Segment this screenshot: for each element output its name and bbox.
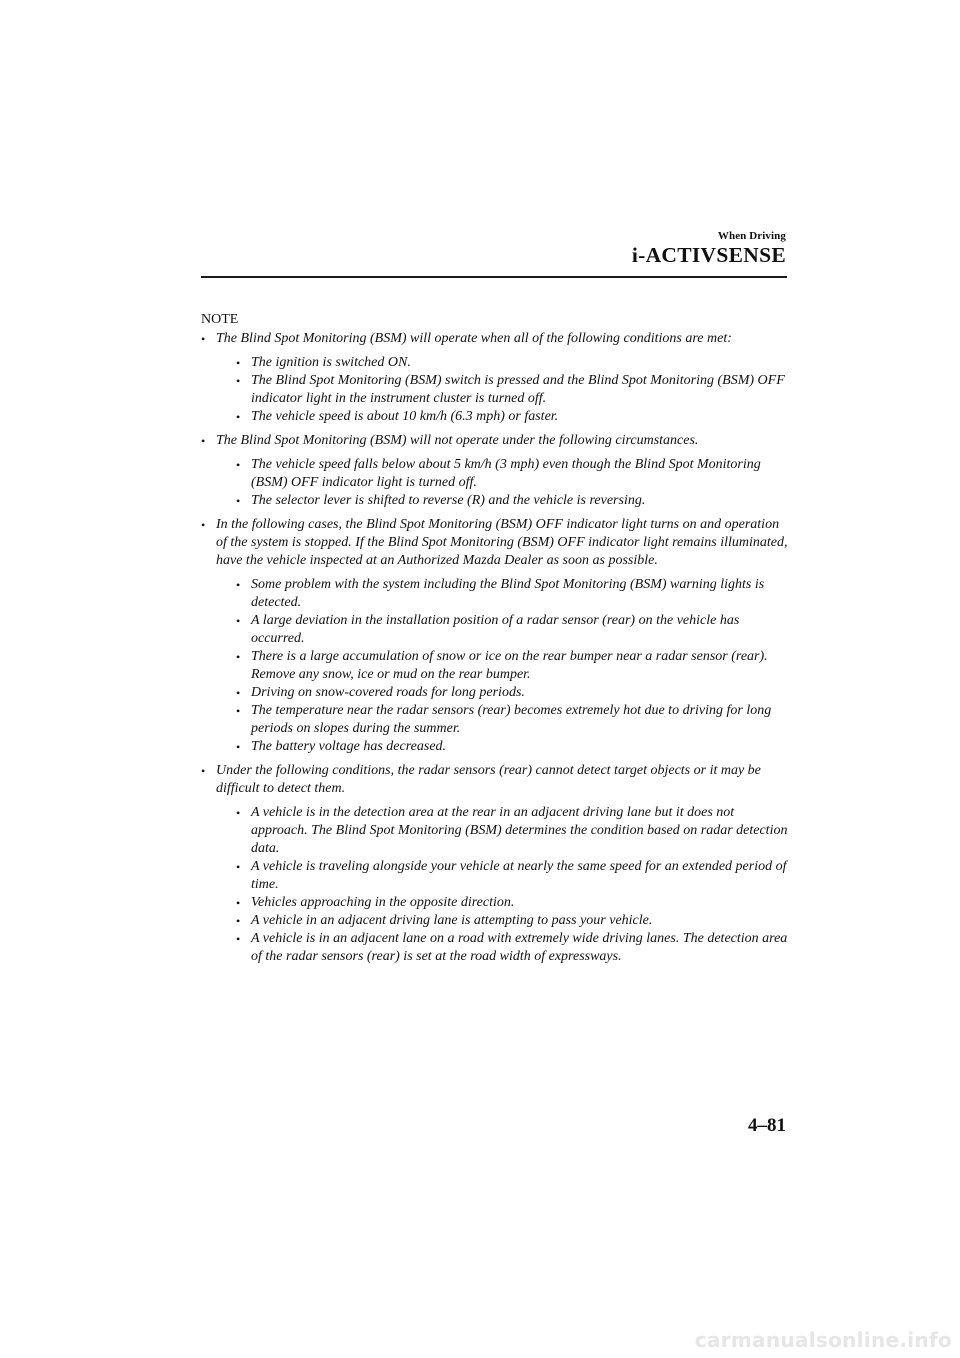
bullet-icon: •: [236, 704, 241, 718]
note-subitem: [236, 492, 791, 510]
bullet-icon: •: [201, 434, 206, 448]
bullet-icon: •: [236, 896, 241, 910]
note-subitem: [236, 354, 791, 372]
bullet-icon: •: [201, 332, 206, 346]
bullet-icon: •: [236, 806, 241, 820]
note-subitem-text: The battery voltage has decreased.: [251, 739, 447, 754]
note-item: [201, 762, 791, 966]
bullet-icon: •: [236, 356, 241, 370]
bullet-icon: •: [236, 686, 241, 700]
note-subitem-text: A large deviation in the installation position of a radar sensor (rear) on the vehicle has occurred.: [251, 613, 740, 646]
bullet-icon: •: [236, 860, 241, 874]
note-subitem-text: A vehicle in an adjacent driving lane is attempting to pass your vehicle.: [251, 913, 653, 928]
note-sublist: [216, 456, 791, 510]
note-subitem: [236, 738, 791, 756]
note-subitem: [236, 912, 791, 930]
watermark-logo: carmanualsonline.info: [694, 1328, 952, 1352]
note-block: [201, 311, 791, 972]
note-subitem: [236, 456, 791, 492]
note-heading: NOTE: [201, 312, 239, 327]
note-subitem: [236, 648, 791, 684]
bullet-icon: •: [236, 578, 241, 592]
bullet-icon: •: [236, 740, 241, 754]
note-text: The Blind Spot Monitoring (BSM) will not operate under the following circumstances.: [216, 433, 699, 448]
bullet-icon: •: [201, 764, 206, 778]
bullet-icon: •: [236, 410, 241, 424]
note-item: [201, 432, 791, 510]
note-text: The Blind Spot Monitoring (BSM) will operate when all of the following conditions are met:: [216, 331, 732, 346]
note-sublist: [216, 576, 791, 756]
note-sublist: [216, 804, 791, 966]
chapter-title: i-ACTIVSENSE: [631, 243, 786, 267]
bullet-icon: •: [236, 494, 241, 508]
bullet-icon: •: [236, 932, 241, 946]
note-subitem-text: The Blind Spot Monitoring (BSM) switch is pressed and the Blind Spot Monitoring (BSM) OFF indicator light in the instrument cluster is turned off.: [251, 373, 785, 406]
note-subitem-text: Driving on snow-covered roads for long periods.: [251, 685, 525, 700]
note-subitem-text: A vehicle is in an adjacent lane on a road with extremely wide driving lanes. The detection area of the radar sensors (rear) is set at the road width of expressways.: [251, 931, 788, 964]
bullet-icon: •: [201, 518, 206, 532]
note-subitem-text: Vehicles approaching in the opposite direction.: [251, 895, 515, 910]
note-subitem-text: The ignition is switched ON.: [251, 355, 411, 370]
page-number: 4–81: [748, 1115, 786, 1136]
note-item: [201, 330, 791, 426]
note-text: In the following cases, the Blind Spot Monitoring (BSM) OFF indicator light turns on and operation of the system is stopped. If the Blind Spot Monitoring (BSM) OFF indicator light remains illuminated, have the vehicle inspected at an Authorized Mazda Dealer as soon as possible.: [216, 517, 788, 568]
note-subitem: [236, 576, 791, 612]
note-sublist: [216, 354, 791, 426]
note-subitem: [236, 894, 791, 912]
bullet-icon: •: [236, 374, 241, 388]
note-subitem-text: There is a large accumulation of snow or ice on the rear bumper near a radar sensor (rear). Remove any snow, ice or mud on the rear bumper.: [251, 649, 768, 682]
note-subitem-text: The selector lever is shifted to reverse (R) and the vehicle is reversing.: [251, 493, 646, 508]
note-list: [201, 330, 791, 966]
note-subitem: [236, 858, 791, 894]
note-subitem: [236, 408, 791, 426]
header-divider: [201, 276, 787, 278]
note-subitem-text: A vehicle is in the detection area at the rear in an adjacent driving lane but it does not approach. The Blind Spot Monitoring (BSM) determines the condition based on radar detection data.: [251, 805, 788, 856]
note-subitem-text: Some problem with the system including the Blind Spot Monitoring (BSM) warning lights is detected.: [251, 577, 765, 610]
note-subitem: [236, 612, 791, 648]
note-subitem: [236, 702, 791, 738]
bullet-icon: •: [236, 614, 241, 628]
note-subitem: [236, 804, 791, 858]
note-subitem-text: A vehicle is traveling alongside your vehicle at nearly the same speed for an extended period of time.: [251, 859, 787, 892]
section-label: When Driving: [717, 230, 786, 242]
note-subitem: [236, 372, 791, 408]
note-subitem-text: The vehicle speed is about 10 km/h (6.3 mph) or faster.: [251, 409, 559, 424]
note-subitem-text: The vehicle speed falls below about 5 km/h (3 mph) even though the Blind Spot Monitoring (BSM) OFF indicator light is turned off.: [251, 457, 761, 490]
note-subitem: [236, 684, 791, 702]
bullet-icon: •: [236, 914, 241, 928]
note-subitem-text: The temperature near the radar sensors (rear) becomes extremely hot due to driving for long periods on slopes during the summer.: [251, 703, 772, 736]
note-text: Under the following conditions, the radar sensors (rear) cannot detect target objects or it may be difficult to detect them.: [216, 763, 761, 796]
note-subitem: [236, 930, 791, 966]
bullet-icon: •: [236, 458, 241, 472]
bullet-icon: •: [236, 650, 241, 664]
note-item: [201, 516, 791, 756]
